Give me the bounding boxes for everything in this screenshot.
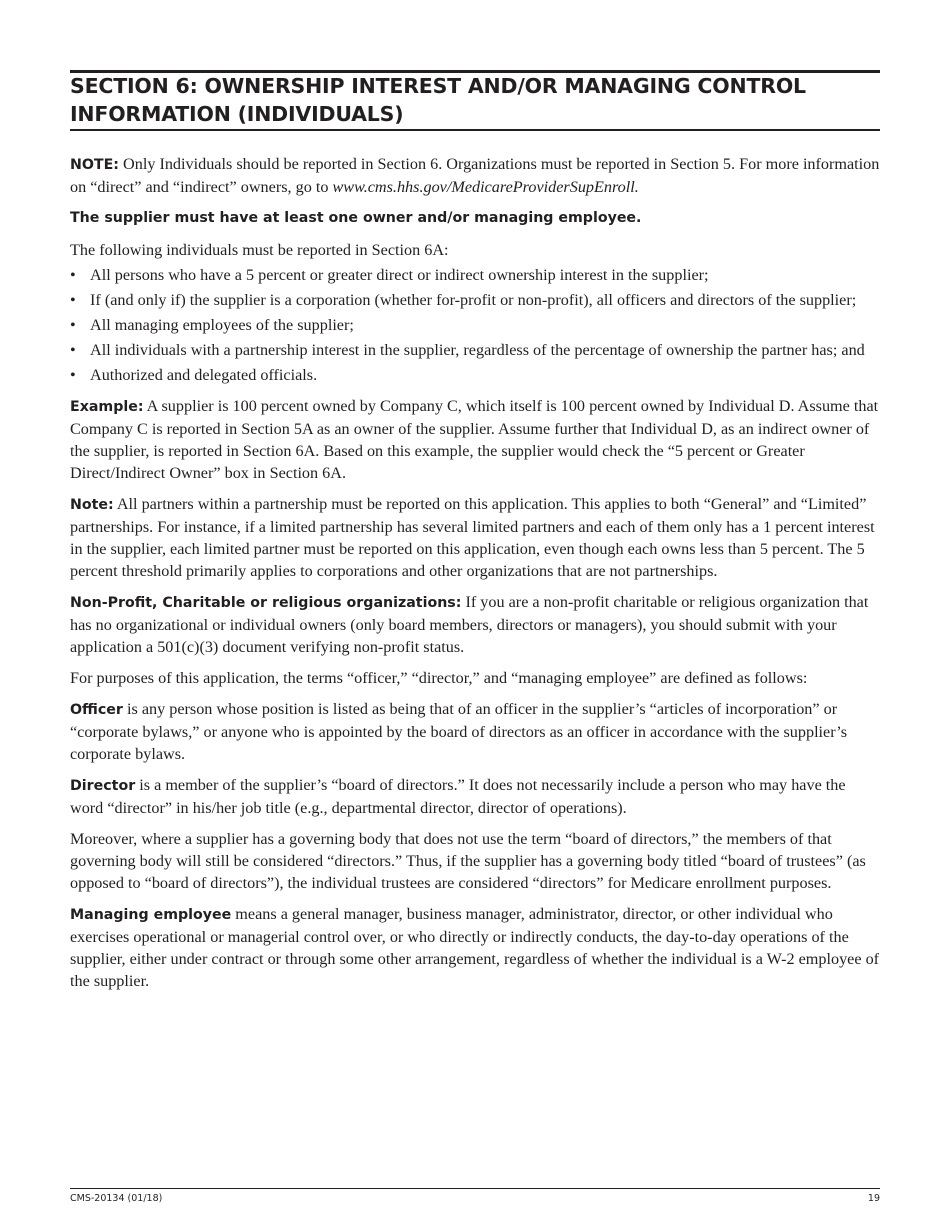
- director-text: is a member of the supplier’s “board of directors.” It does not necessarily include a person who may have the word “director” in his/her job title (e.g., departmental director, director of operations).: [70, 776, 846, 817]
- officer-text: is any person whose position is listed as being that of an officer in the supplier’s “articles of incorporation” or “corporate bylaws,” or anyone who is appointed by the board of directors as an officer in accordance with the supplier’s corporate bylaws.: [70, 700, 848, 763]
- officer-label: Officer: [70, 702, 123, 718]
- officer-definition: [70, 698, 882, 765]
- list-item: • All managing employees of the supplier;: [70, 314, 882, 336]
- managing-employee-label: Managing employee: [70, 907, 232, 923]
- partnership-note-paragraph: [70, 493, 882, 582]
- cms-link[interactable]: www.cms.hhs.gov/MedicareProviderSupEnroll.: [332, 178, 639, 196]
- nonprofit-label: Non-Profit, Charitable or religious organizations:: [70, 595, 462, 611]
- list-item: • Authorized and delegated officials.: [70, 364, 882, 386]
- requirement-statement: The supplier must have at least one owner and/or managing employee.: [70, 210, 642, 226]
- note-label: NOTE:: [70, 157, 119, 173]
- director-definition: [70, 774, 882, 819]
- example-paragraph: [70, 395, 882, 484]
- form-id: CMS-20134 (01/18): [70, 1193, 163, 1204]
- governing-body-paragraph: Moreover, where a supplier has a governing body that does not use the term “board of directors,” the members of that governing body will still be considered “directors.” Thus, if the supplier has a governing body titled “board of trustees” (as opposed to “board of directors”), the individual trustees are considered “directors” for Medicare enrollment purposes.: [70, 830, 866, 892]
- definitions-intro: For purposes of this application, the terms “officer,” “director,” and “managing employee” are defined as follows:: [70, 669, 808, 687]
- list-item: • If (and only if) the supplier is a corporation (whether for-profit or non-profit), all officers and directors of the supplier;: [70, 289, 882, 311]
- reporting-list: [70, 264, 882, 386]
- example-text: A supplier is 100 percent owned by Company C, which itself is 100 percent owned by Individual D. Assume that Company C is reported in Section 5A as an owner of the supplier. Assume further that Individual D, as an indirect owner of the supplier, is reported in Section 6A. Based on this example, the supplier would check the “5 percent or Greater Direct/Indirect Owner” box in Section 6A.: [70, 397, 879, 482]
- page-number: 19: [867, 1193, 880, 1204]
- note-text: Only Individuals should be reported in Section 6. Organizations must be reported in Section 5. For more information on “direct” and “indirect” owners, go to: [70, 155, 880, 196]
- example-label: Example:: [70, 399, 144, 415]
- partnership-note-label: Note:: [70, 497, 114, 513]
- director-label: Director: [70, 778, 136, 794]
- list-item: • All persons who have a 5 percent or greater direct or indirect ownership interest in the supplier;: [70, 264, 882, 286]
- section-title: SECTION 6: OWNERSHIP INTEREST AND/OR MANAGING CONTROL INFORMATION (INDIVIDUALS): [70, 74, 806, 126]
- nonprofit-paragraph: [70, 591, 882, 658]
- managing-employee-definition: [70, 903, 882, 992]
- list-intro: The following individuals must be reported in Section 6A:: [70, 241, 449, 259]
- partnership-note-text: All partners within a partnership must be reported on this application. This applies to both “General” and “Limited” partnerships. For instance, if a limited partnership has several limited partners and each of them only has a 1 percent interest in the supplier, each limited partner must be reported on this application, even though each owns less than 5 percent. The 5 percent threshold primarily applies to corporations and other organizations that are not partnerships.: [70, 495, 875, 580]
- section-body: [70, 153, 882, 1001]
- note-paragraph: [70, 153, 882, 198]
- footer-rule: [70, 1188, 880, 1189]
- nonprofit-text: If you are a non-profit charitable or religious organization that has no organizational or individual owners (only board members, directors or managers), you should submit with your application a 501(c)(3) document verifying non-profit status.: [70, 593, 869, 656]
- section-bottom-rule: [70, 129, 880, 131]
- list-item: • All individuals with a partnership interest in the supplier, regardless of the percentage of ownership the partner has; and: [70, 339, 882, 361]
- managing-employee-text: means a general manager, business manager, administrator, director, or other individual who exercises operational or managerial control over, or who directly or indirectly conducts, the day-to-day operations of the supplier, either under contract or through some other arrangement, regardless of whether the individual is a W-2 employee of the supplier.: [70, 905, 880, 990]
